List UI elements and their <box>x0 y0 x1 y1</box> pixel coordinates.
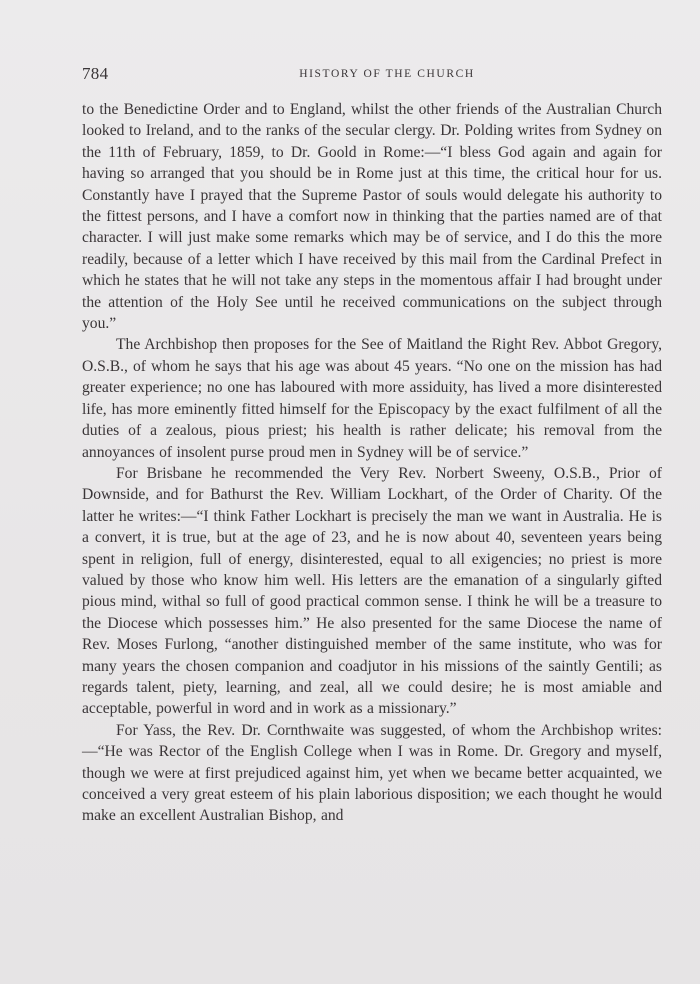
body-text <box>82 99 662 827</box>
paragraph-continued: to the Benedictine Order and to England, whilst the other friends of the Australian Church looked to Ireland, and to the ranks of the secular clergy. Dr. Polding writes from Sydney on the 11th of February, 1859, to Dr. Goold in Rome:—“I bless God again and again for having so arranged that you should be in Rome just at this time, the critical hour for us. Constantly have I prayed that the Supreme Pastor of souls would delegate his authority to the fittest persons, and I have a comfort now in thinking that the parties named are of that character. I will just make some remarks which may be of service, and I do this the more readily, because of a letter which I have received by this mail from the Cardinal Prefect in which he states that he will not take any steps in the momentous affair I had brought under the attention of the Holy See until he received communications on the subject through you.” <box>82 101 662 333</box>
paragraph: For Brisbane he recommended the Very Rev. Norbert Sweeny, O.S.B., Prior of Downside, and for Bathurst the Rev. William Lockhart, of the Order of Charity. Of the latter he writes:—“I think Father Lockhart is precisely the man we want in Australia. He is a convert, it is true, but at the age of 23, and he is now about 40, seventeen years being spent in religion, full of energy, disinterested, equal to all exigencies; no priest is more valued by those who know him well. His letters are the emanation of a singularly gifted pious mind, withal so full of good practical common sense. I think he will be a treasure to the Diocese which possesses him.” He also presented for the same Diocese the name of Rev. Moses Furlong, “another distinguished member of the same institute, who was for many years the chosen companion and coadjutor in his missions of the saintly Gentili; as regards talent, piety, learning, and zeal, all we could desire; he is most amiable and acceptable, powerful in word and in work as a missionary.” <box>82 464 662 718</box>
page-number: 784 <box>82 64 109 83</box>
paragraph: The Archbishop then proposes for the See of Maitland the Right Rev. Abbot Gregory, O.S.B., of whom he says that his age was about 45 years. “No one on the mission has had greater experience; no one has laboured with more assiduity, has lived a more disinterested life, has more eminently fitted himself for the Episcopacy by the exact fulfilment of all the duties of a zealous, pious priest; his health is rather delicate; his removal from the annoyances of insolent purse proud men in Sydney will be of service.” <box>82 336 662 461</box>
running-title: HISTORY OF THE CHURCH <box>299 68 475 80</box>
paragraph: For Yass, the Rev. Dr. Cornthwaite was suggested, of whom the Archbishop writes:—“He was Rector of the English College when I was in Rome. Dr. Gregory and myself, though we were at first prejudiced against him, yet when we became better acquainted, we conceived a very great esteem of his plain laborious disposition; we each thought he would make an excellent Australian Bishop, and <box>82 721 662 825</box>
running-head <box>82 64 662 86</box>
